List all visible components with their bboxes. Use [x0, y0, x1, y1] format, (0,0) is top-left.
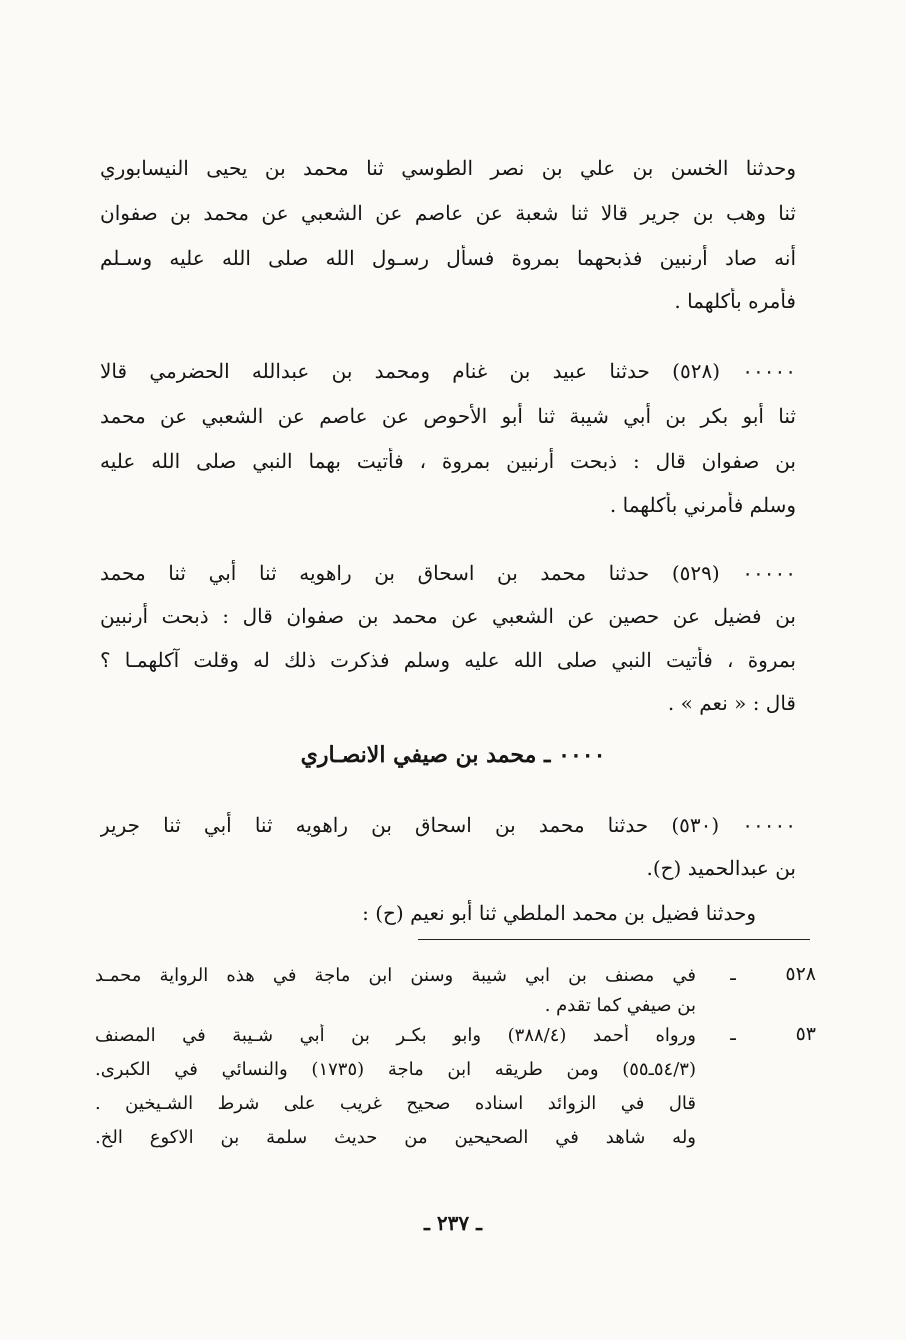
footnote-dash: ـ	[730, 963, 736, 985]
text-line: وسلم فأمرني بأكلهما .	[609, 493, 796, 517]
text-line: بن فضيل عن حصين عن الشعبي عن محمد بن صفوان قال : ذبحت أرنبين	[100, 604, 796, 628]
footnote-line: بن صيفي كما تقدم .	[544, 995, 696, 1016]
text-line: وحدثنا فضيل بن محمد الملطي ثنا أبو نعيم (ح) :	[362, 901, 756, 925]
text-line: أنه صاد أرنبين فذبحهما بمروة فسأل رسـول الله صلى الله عليه وسـلم	[100, 246, 796, 270]
footnote-line: (٥٤/٣ـ٥٥) ومن طريقه ابن ماجة (١٧٣٥) والنسائي في الكبرى.	[95, 1059, 696, 1080]
footnote-line: ورواه أحمد (٣٨٨/٤) وابو بكـر بن أبي شـيبة في المصنف	[95, 1025, 696, 1046]
text-line: وحدثنا الخسن بن علي بن نصر الطوسي ثنا محمد بن يحيى النيسابوري	[100, 156, 796, 180]
text-line: ٠٠٠٠٠ (٥٢٨) حدثنا عبيد بن غنام ومحمد بن عبدالله الحضرمي قالا	[100, 359, 796, 383]
footnote-number: ٥٢٨	[785, 963, 816, 985]
footnote-line: وله شاهد في الصحيحين من حديث سلمة بن الاكوع الخ.	[95, 1127, 696, 1148]
footnote-separator	[418, 939, 810, 940]
footnote-line: قال في الزوائد اسناده صحيح غريب على شرط الشـيخين .	[95, 1093, 696, 1114]
text-line: ثنا وهب بن جرير قالا ثنا شعبة عن عاصم عن الشعبي عن محمد بن صفوان	[100, 201, 796, 225]
page-number: ـ ٢٣٧ ـ	[424, 1211, 482, 1235]
text-line: ٠٠٠٠٠ (٥٣٠) حدثنا محمد بن اسحاق بن راهويه ثنا أبي ثنا جرير	[100, 813, 796, 837]
footnote-dash: ـ	[730, 1023, 736, 1045]
text-line: بن صفوان قال : ذبحت أرنبين بمروة ، فأتيت بهما النبي صلى الله عليه	[100, 449, 796, 473]
text-line: ثنا أبو بكر بن أبي شيبة ثنا أبو الأحوص عن عاصم عن الشعبي عن محمد	[100, 404, 796, 428]
text-line: قال : « نعم » .	[667, 691, 796, 715]
text-line: ٠٠٠٠٠ (٥٢٩) حدثنا محمد بن اسحاق بن راهويه ثنا أبي ثنا محمد	[100, 561, 796, 585]
text-line: بن عبدالحميد (ح).	[646, 856, 796, 880]
footnote-line: في مصنف بن ابي شيبة وسنن ابن ماجة في هذه الرواية محمـد	[95, 965, 696, 986]
text-line: بمروة ، فأتيت النبي صلى الله عليه وسلم فذكرت ذلك له وقلت آكلهمـا ؟	[100, 648, 796, 672]
footnote-number: ٥٣	[795, 1023, 816, 1045]
text-line: فأمره بأكلهما .	[674, 289, 796, 313]
section-heading: ٠٠٠٠ ـ محمد بن صيفي الانصـاري	[300, 742, 606, 768]
